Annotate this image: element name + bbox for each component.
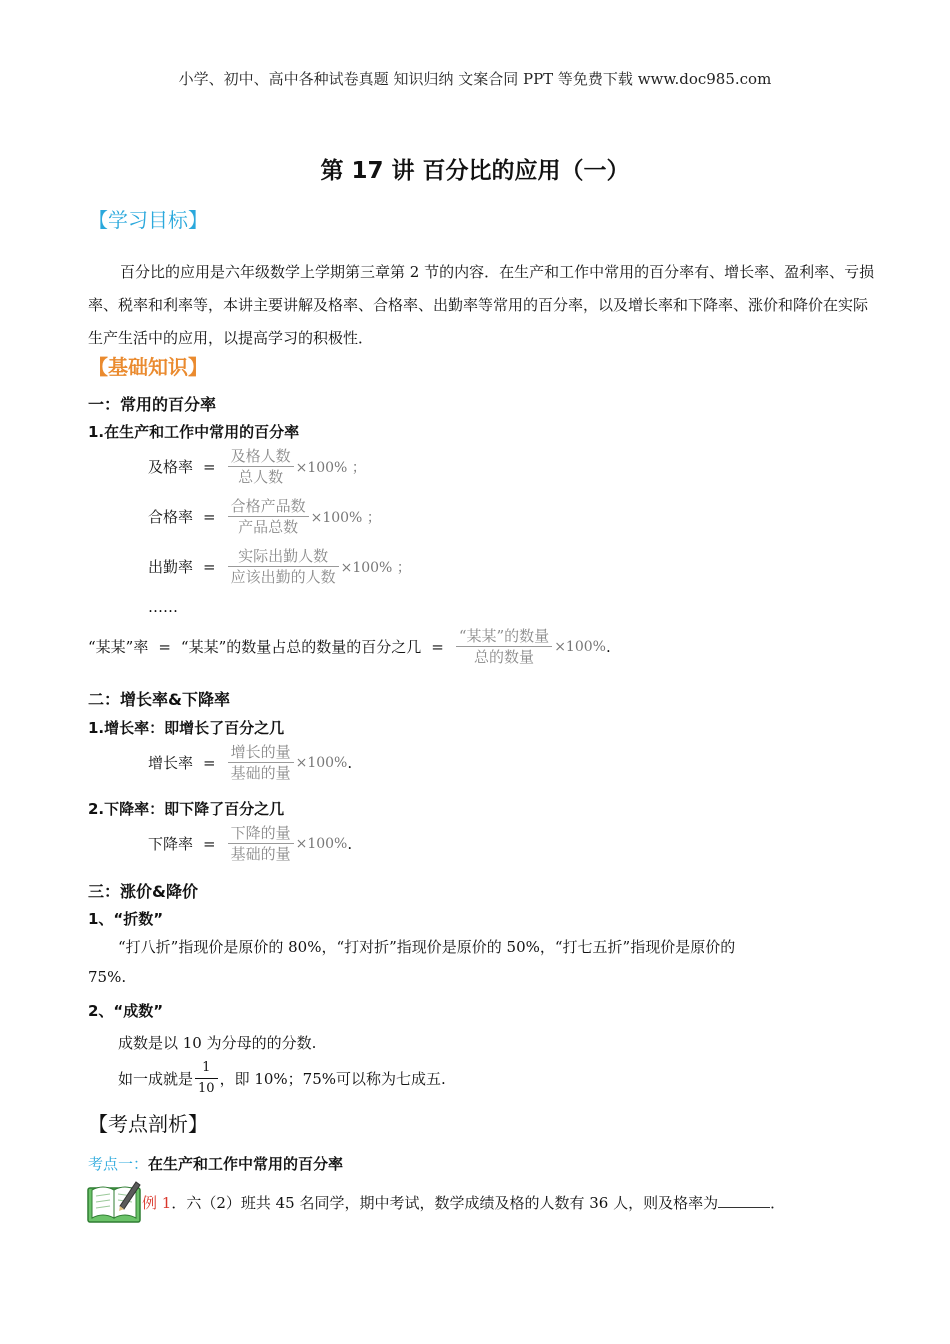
part1-heading: 一：常用的百分率 <box>88 395 217 414</box>
formula-attendance-rate: 出勤率 = $\frac{\text{实际出勤人数}}{\text{应该出勤的人数}}$ ×100% ； <box>148 547 411 586</box>
intro-paragraph: 百分比的应用是六年级数学上学期第三章第 2 节的内容．在生产和工作中常用的百分率有、增长率、盈利率、亏损率、税率和利率等，本讲主要讲解及格率、合格率、出勤率等常用的百分率，以及增长率和下降率、涨价和降价在实际生产生活中的应用，以提高学习的积极性． <box>88 263 875 347</box>
section-goals: 【学习目标】 <box>88 208 208 232</box>
page-title: 第 17 讲 百分比的应用（一） <box>320 158 630 184</box>
answer-blank[interactable] <box>718 1193 770 1208</box>
part3-heading: 三：涨价&降价 <box>88 882 198 901</box>
section-analysis: 【考点剖析】 <box>88 1112 208 1136</box>
part2-sub2: 2.下降率：即下降了百分之几 <box>88 800 285 818</box>
formula-growth-rate: 增长率 = $\frac{\text{增长的量}}{\text{基础的量}}$ ×100% . <box>148 743 353 782</box>
section-basics: 【基础知识】 <box>88 355 208 379</box>
chengshu-example: 如一成就是 $\frac{1}{10}$ ，即 10%；75%可以称为七成五. <box>118 1060 446 1096</box>
discount-text-cont: 75%. <box>88 968 127 986</box>
kaodian-heading: 考点一：在生产和工作中常用的百分率 <box>88 1155 344 1173</box>
page-header: 小学、初中、高中各种试卷真题 知识归纳 文案合同 PPT 等免费下载 www.doc985.com <box>178 70 772 88</box>
part3-sub1: 1、“折数” <box>88 910 164 928</box>
example-1: 例 1．六（2）班共 45 名同学，期中考试，数学成绩及格的人数有 36 人，则及格率为 ． <box>142 1194 786 1212</box>
formula-pass-rate: 及格率 = $\frac{\text{及格人数}}{\text{总人数}}$ ×100% ； <box>148 447 366 486</box>
part3-sub2: 2、“成数” <box>88 1002 164 1020</box>
discount-text: “打八折”指现价是原价的 80%，“打对折”指现价是原价的 50%，“打七五折”指现价是原价的 <box>118 938 736 956</box>
part1-sub: 1.在生产和工作中常用的百分率 <box>88 423 300 441</box>
chengshu-text: 成数是以 10 为分母的的分数. <box>118 1034 317 1052</box>
part2-heading: 二：增长率&下降率 <box>88 690 230 709</box>
ellipsis: …… <box>148 598 178 616</box>
formula-qualified-rate: 合格率 = $\frac{\text{合格产品数}}{\text{产品总数}}$ ×100% ； <box>148 497 381 536</box>
part2-sub1: 1.增长率：即增长了百分之几 <box>88 719 285 737</box>
book-icon <box>86 1178 142 1228</box>
formula-general-rate: “某某”率 = “某某”的数量占总的数量的百分之几 = $\frac{\text{“某某”的数量}}{\text{总的数量}}$ ×100% . <box>88 627 611 666</box>
formula-decline-rate: 下降率 = $\frac{\text{下降的量}}{\text{基础的量}}$ ×100% . <box>148 824 353 863</box>
